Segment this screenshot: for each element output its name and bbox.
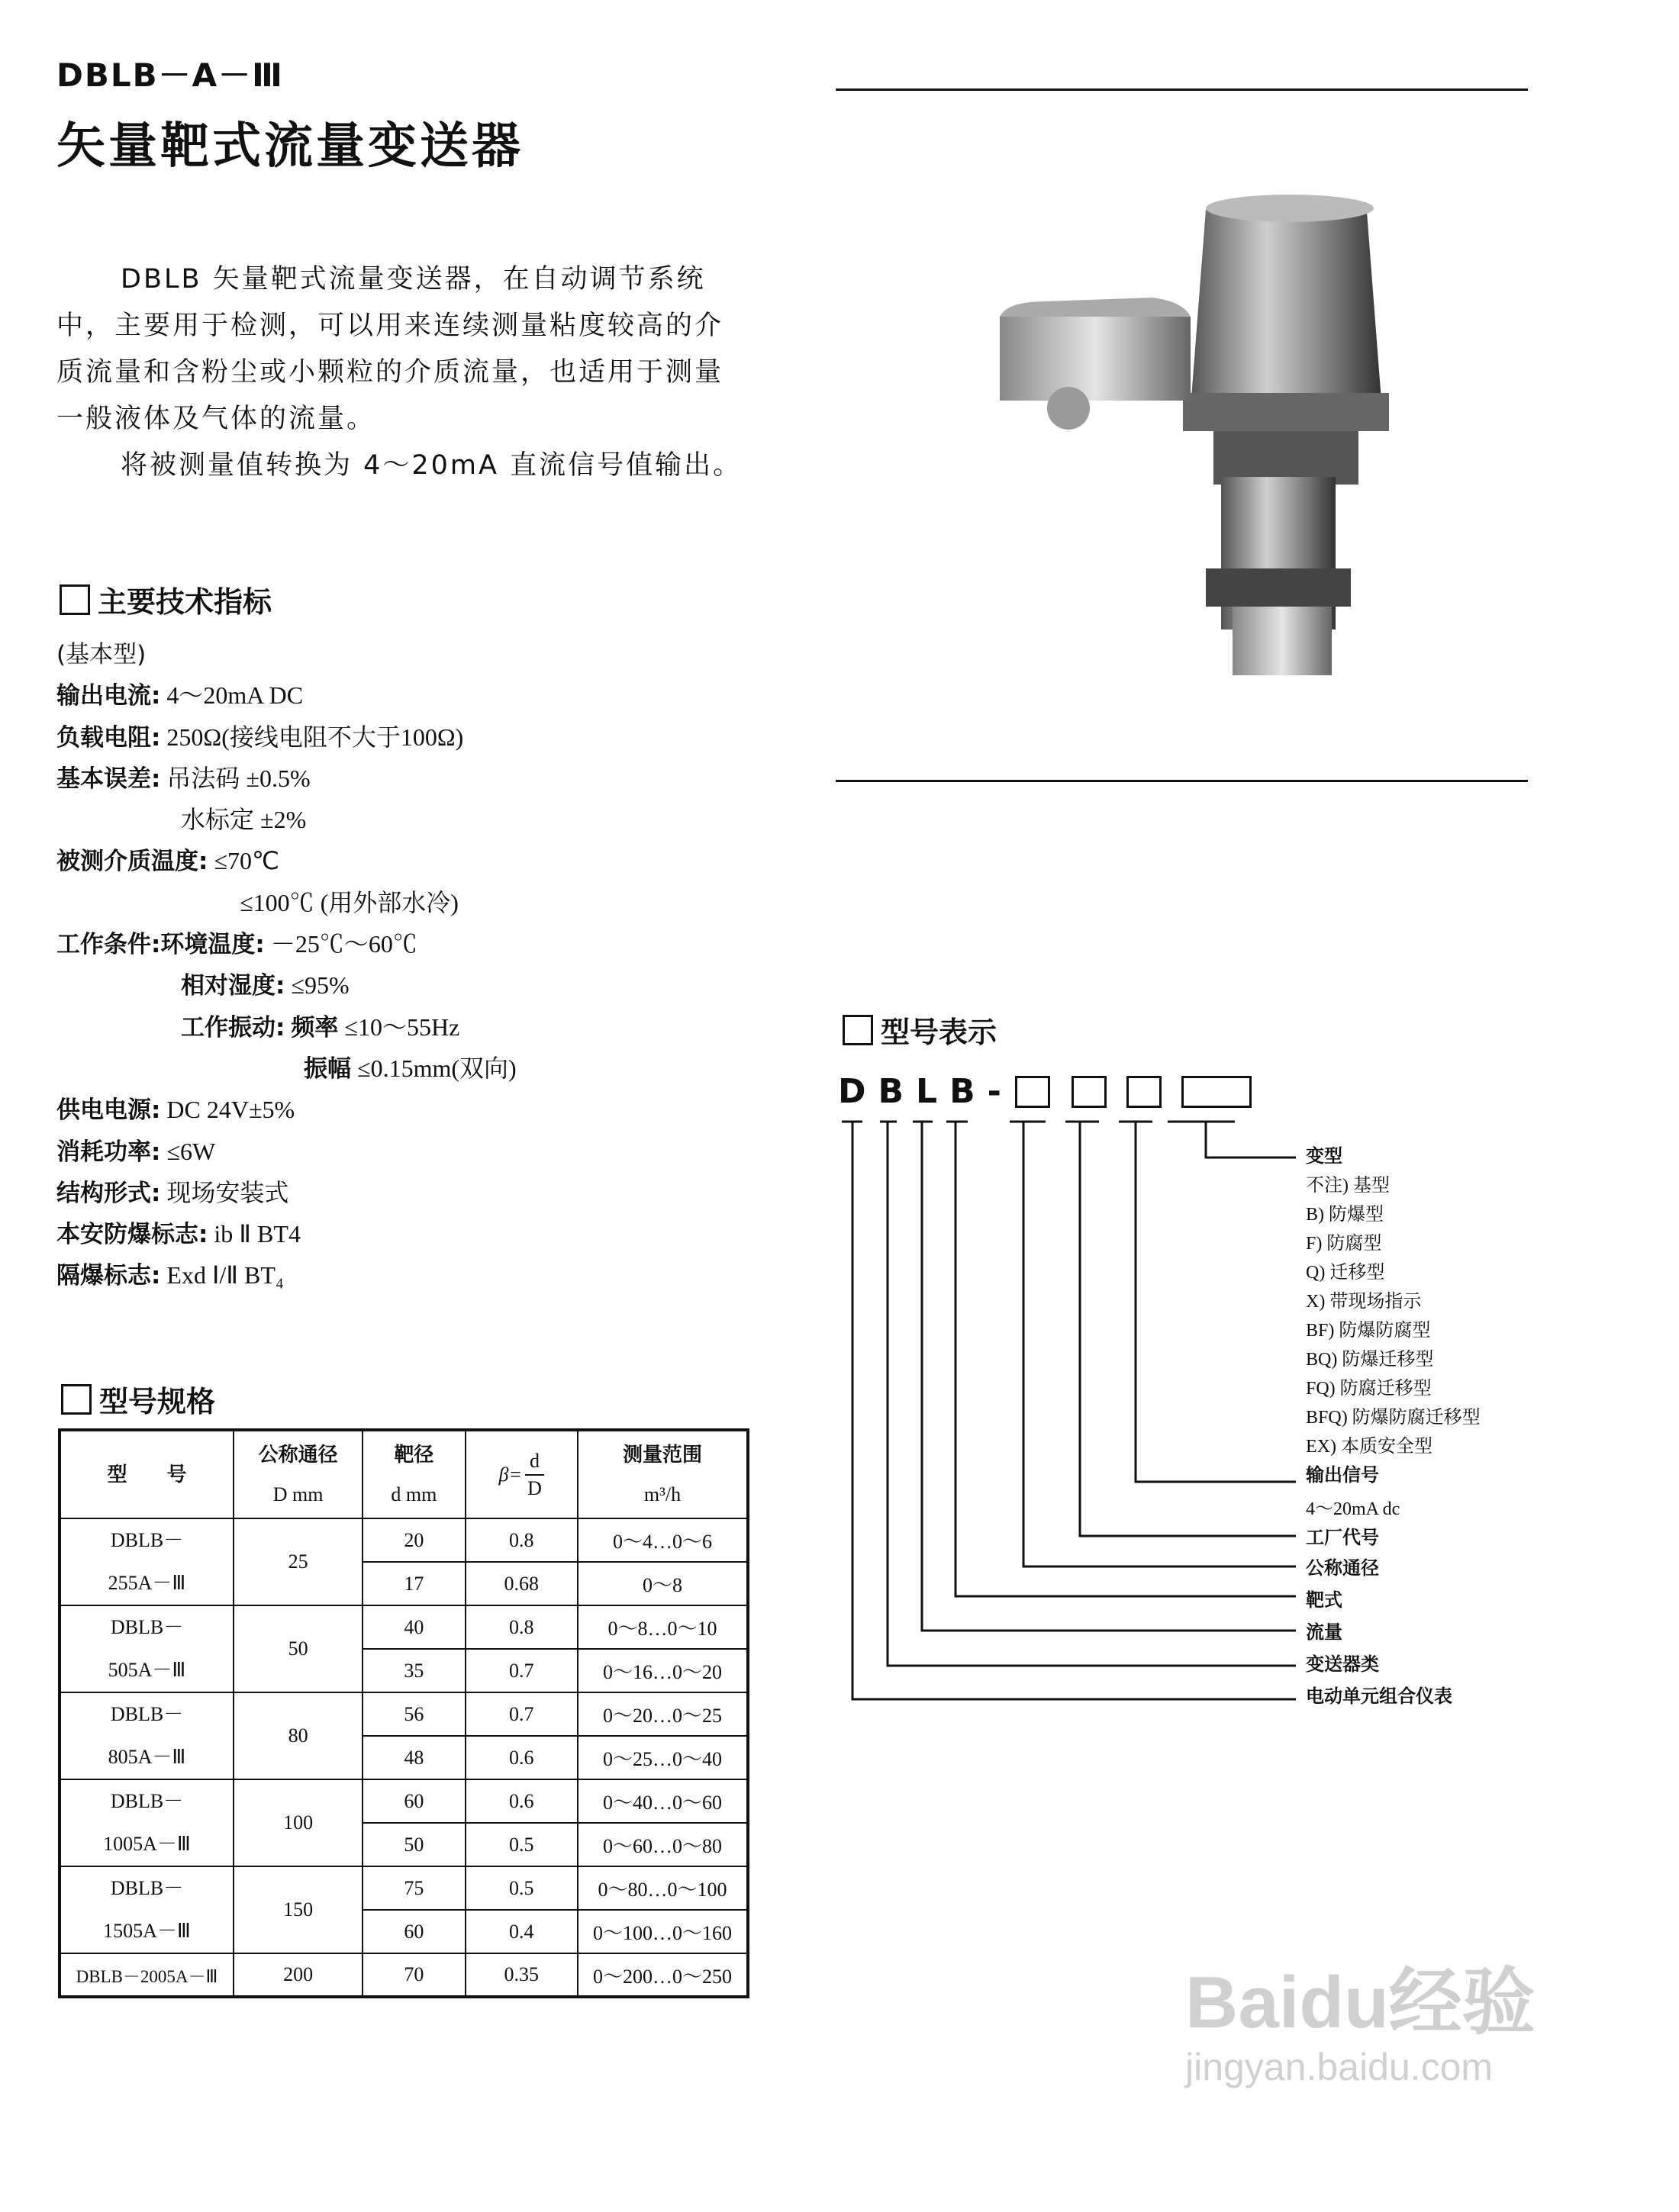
header-nominal-diameter: 公称通径 D mm	[234, 1430, 363, 1518]
cell-target-diameter: 48	[363, 1736, 465, 1779]
legend-item: B) 防爆型	[1306, 1205, 1384, 1225]
cell-target-diameter: 20	[363, 1518, 465, 1562]
cell-beta: 0.8	[466, 1605, 578, 1649]
cell-target-diameter: 75	[363, 1866, 465, 1910]
spec-line: 本安防爆标志: ib Ⅱ BT4	[56, 1220, 301, 1249]
code-prefix: DBLB-	[838, 1072, 1014, 1111]
cell-beta: 0.7	[466, 1692, 578, 1736]
header-beta: β= $\frac{d}{D}$	[466, 1430, 578, 1518]
legend-item: BQ) 防爆迁移型	[1306, 1350, 1434, 1370]
legend-item: 不注) 基型	[1306, 1176, 1390, 1196]
intro-paragraph: DBLB 矢量靶式流量变送器，在自动调节系统中，主要用于检测，可以用来连续测量粘度较高的介质流量和含粉尘或小颗粒的介质流量，也适用于测量一般液体及气体的流量。	[56, 264, 724, 434]
spec-line: ≤100℃ (用外部水冷)	[240, 888, 459, 916]
cell-range: 0～25…0～40	[578, 1736, 748, 1779]
cell-nominal-diameter: 200	[234, 1953, 363, 1997]
legend-item: Q) 迁移型	[1306, 1263, 1385, 1283]
watermark: Baidu经验 jingyan.baidu.com	[1185, 1962, 1536, 2088]
cell-target-diameter: 70	[363, 1953, 465, 1997]
legend-item: 输出信号	[1306, 1464, 1379, 1486]
cell-beta: 0.5	[466, 1823, 578, 1866]
cell-target-diameter: 50	[363, 1823, 465, 1866]
legend-item: 工厂代号	[1306, 1527, 1379, 1548]
cell-target-diameter: 40	[363, 1605, 465, 1649]
cell-nominal-diameter: 150	[234, 1866, 363, 1953]
spec-line: 被测介质温度: ≤70℃	[56, 847, 279, 876]
spec-line: 消耗功率: ≤6W	[56, 1137, 216, 1166]
spec-line: 振幅 ≤0.15mm(双向)	[304, 1054, 517, 1083]
cell-beta: 0.7	[466, 1649, 578, 1692]
cell-target-diameter: 56	[363, 1692, 465, 1736]
legend-item: 公称通径	[1306, 1557, 1379, 1579]
legend-item: X) 带现场指示	[1306, 1292, 1422, 1312]
cell-range: 0～8	[578, 1562, 748, 1605]
spec-line: 相对湿度: ≤95%	[181, 971, 350, 1000]
header-target-diameter: 靶径 d mm	[363, 1430, 465, 1518]
cell-range: 0～40…0～60	[578, 1779, 748, 1823]
spec-line: 工作振动: 频率 ≤10～55Hz	[181, 1013, 460, 1042]
cell-range: 0～100…0～160	[578, 1910, 748, 1953]
cell-model: DBLB－ 805A－Ⅲ	[60, 1692, 234, 1779]
cell-nominal-diameter: 50	[234, 1605, 363, 1692]
cell-model: DBLB－ 505A－Ⅲ	[60, 1605, 234, 1692]
cell-target-diameter: 17	[363, 1562, 465, 1605]
cell-model: DBLB－ 255A－Ⅲ	[60, 1518, 234, 1605]
spec-line: 供电电源: DC 24V±5%	[56, 1096, 295, 1125]
cell-beta: 0.35	[466, 1953, 578, 1997]
section-title: 型号规格	[99, 1385, 216, 1418]
legend-item: FQ) 防腐迁移型	[1306, 1379, 1432, 1399]
cell-nominal-diameter: 80	[234, 1692, 363, 1779]
legend-item: 流量	[1306, 1621, 1342, 1643]
cell-beta: 0.68	[466, 1562, 578, 1605]
section-title: 型号表示	[881, 1016, 997, 1049]
spec-line: 工作条件:环境温度: －25℃～60℃	[56, 930, 417, 959]
cell-model: DBLB－2005A－Ⅲ	[60, 1953, 234, 1997]
cell-beta: 0.4	[466, 1910, 578, 1953]
cell-range: 0～16…0～20	[578, 1649, 748, 1692]
cell-beta: 0.8	[466, 1518, 578, 1562]
cell-target-diameter: 35	[363, 1649, 465, 1692]
cell-range: 0～60…0～80	[578, 1823, 748, 1866]
spec-line: 结构形式: 现场安装式	[56, 1178, 289, 1207]
legend-item: 靶式	[1306, 1589, 1342, 1611]
cell-range: 0～80…0～100	[578, 1866, 748, 1910]
cell-model: DBLB－ 1005A－Ⅲ	[60, 1779, 234, 1866]
section-title: 主要技术指标	[98, 585, 272, 619]
legend-item: 变送器类	[1306, 1653, 1379, 1675]
cell-range: 0～20…0～25	[578, 1692, 748, 1736]
spec-line: 隔爆标志: Exd Ⅰ/Ⅱ BT₄	[56, 1261, 285, 1290]
spec-line: 基本误差: 吊法码 ±0.5%	[56, 764, 311, 793]
cell-range: 0～8…0～10	[578, 1605, 748, 1649]
cell-nominal-diameter: 100	[234, 1779, 363, 1866]
cell-model: DBLB－ 1505A－Ⅲ	[60, 1866, 234, 1953]
cell-nominal-diameter: 25	[234, 1518, 363, 1605]
cell-beta: 0.5	[466, 1866, 578, 1910]
cell-range: 0～200…0～250	[578, 1953, 748, 1997]
spec-line: 输出电流: 4～20mA DC	[56, 681, 304, 710]
header-range: 测量范围 m³/h	[578, 1430, 748, 1518]
legend-item: 变型	[1306, 1145, 1342, 1167]
cell-target-diameter: 60	[363, 1779, 465, 1823]
cell-beta: 0.6	[466, 1779, 578, 1823]
legend-item: 电动单元组合仪表	[1306, 1686, 1452, 1707]
legend-item: BF) 防爆防腐型	[1306, 1321, 1431, 1341]
intro-paragraph: 将被测量值转换为 4～20mA 直流信号值输出。	[121, 450, 743, 481]
spec-line: 水标定 ±2%	[181, 806, 307, 834]
cell-beta: 0.6	[466, 1736, 578, 1779]
page-title: 矢量靶式流量变送器	[56, 118, 524, 175]
cell-target-diameter: 60	[363, 1910, 465, 1953]
model-code-heading: DBLB－A－Ⅲ	[56, 56, 284, 94]
header-model: 型 号	[60, 1430, 234, 1518]
legend-item: F) 防腐型	[1306, 1234, 1382, 1254]
legend-item: 4～20mA dc	[1306, 1499, 1400, 1519]
cell-range: 0～4…0～6	[578, 1518, 748, 1562]
spec-line: 负载电阻: 250Ω(接线电阻不大于100Ω)	[56, 723, 464, 752]
legend-item: BFQ) 防爆防腐迁移型	[1306, 1408, 1481, 1428]
legend-item: EX) 本质安全型	[1306, 1437, 1432, 1457]
type-note: (基本型)	[56, 641, 147, 668]
